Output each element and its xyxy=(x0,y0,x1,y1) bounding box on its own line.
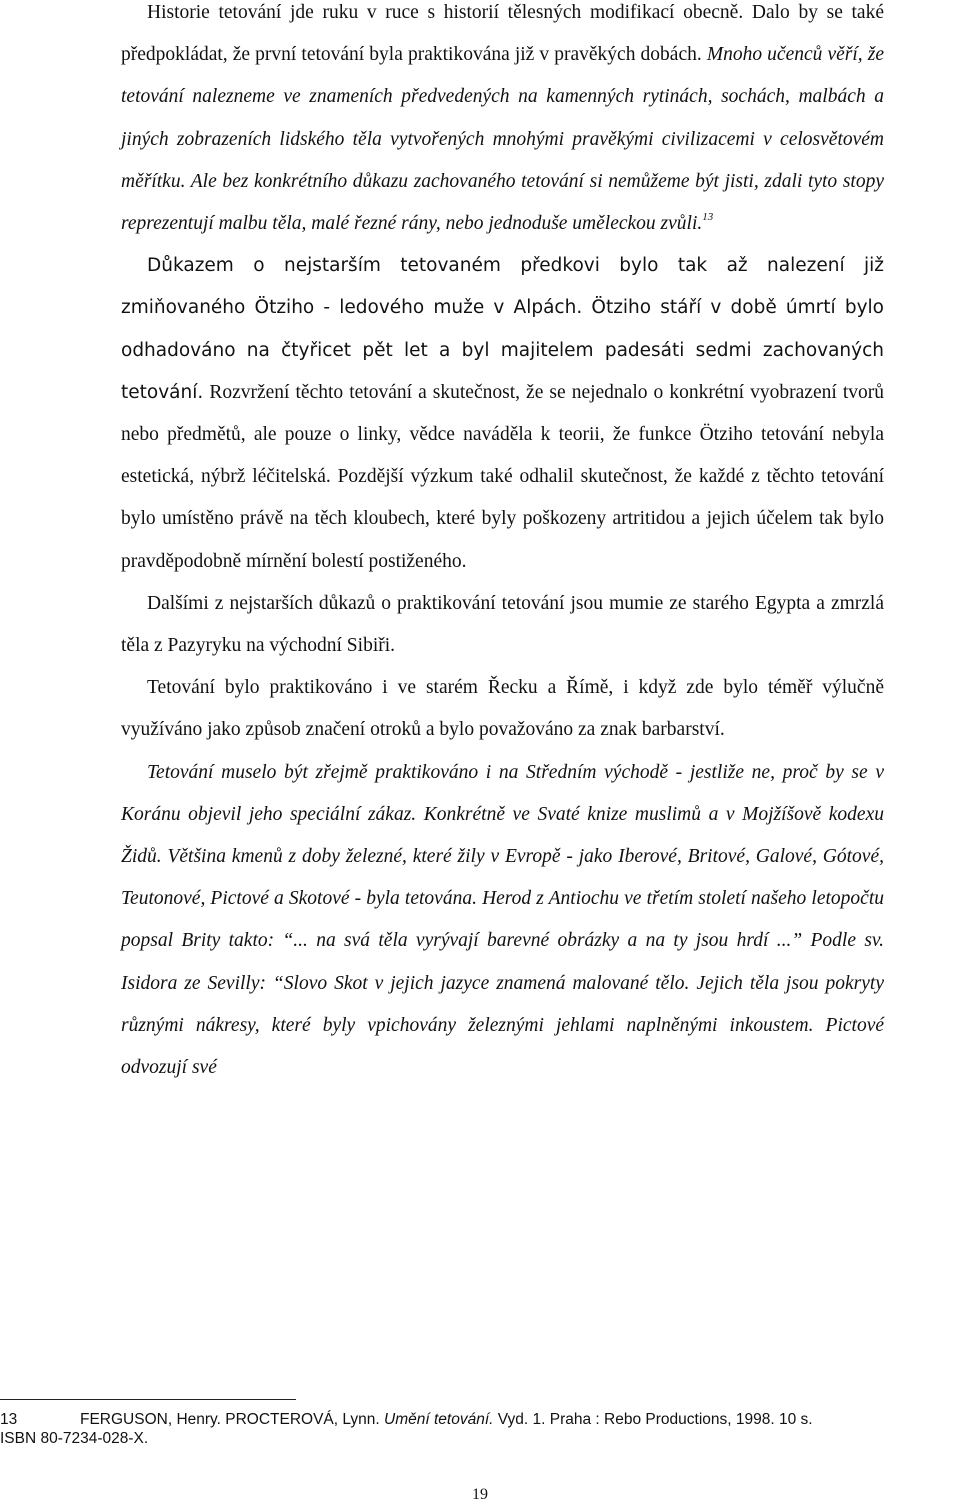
footnote-reference: 13 xyxy=(702,211,714,224)
footnote-text xyxy=(80,1410,813,1429)
paragraph-egypt: Dalšími z nejstarších důkazů o praktikování tetování jsou mumie ze starého Egypta a zmrzlá těla z Pazyryku na východní Sibiři. xyxy=(121,592,884,657)
footnote-isbn: ISBN 80-7234-028-X. xyxy=(0,1430,149,1447)
footnote-title: Umění tetování. xyxy=(384,1411,494,1428)
footnote-publication: Vyd. 1. Praha : Rebo Productions, 1998. 10 s. xyxy=(497,1411,813,1428)
footnote xyxy=(0,1410,960,1448)
body-text xyxy=(121,0,884,1089)
paragraph-greece-rome: Tetování bylo praktikováno i ve starém Řecku a Římě, i když zde bylo téměř výlučně využíváno jako způsob značení otroků a bylo považováno za znak barbarství. xyxy=(121,677,884,741)
footnote-line xyxy=(0,1410,960,1429)
paragraph-otzi-sans: Důkazem o nejstarším tetovaném předkovi bylo tak až nalezení již zmiňovaného Ötziho - ledového muže v Alpách. Ötziho stáří v době úmrtí bylo odhadováno na čtyřicet pět let a byl majitelem padesáti sedmi zachovaných tetování. xyxy=(121,255,884,403)
paragraph-otzi xyxy=(121,245,884,583)
footnote-number: 13 xyxy=(0,1411,18,1428)
paragraph-history-intro: Historie tetování jde ruku v ruce s historií tělesných modifikací obecně. Dalo by se také předpokládat, že první tetování byla praktikována již v pravěkých dobách. xyxy=(121,2,884,66)
footnote-separator xyxy=(0,1399,296,1400)
footnote-authors: FERGUSON, Henry. PROCTEROVÁ, Lynn. xyxy=(80,1411,380,1428)
paragraph-history xyxy=(121,0,884,245)
paragraph-middle-east: Tetování muselo být zřejmě praktikováno i na Středním východě - jestliže ne, proč by se v Koránu objevil jeho speciální zákaz. Konkrétně ve Svaté knize muslimů a v Mojžíšově kodexu Židů. Většina kmenů z doby železné, které žily v Evropě - jako Iberové, Britové, Galové, Gótové, Teutonové, Pictové a Skotové - byla tetována. Herod z Antiochu ve třetím století našeho letopočtu popsal Brity takto: “... na svá těla vyrývají barevné obrázky a na ty jsou hrdí ...” Podle sv. Isidora ze Sevilly: “Slovo Skot v jejich jazyce znamená malované tělo. Jejich těla jsou pokryty různými nákresy, které byly vpichovány železnými jehlami naplněnými inkoustem. Pictové odvozují své xyxy=(121,761,884,1079)
paragraph-history-italic: Mnoho učenců věří, že tetování nalezneme ve znameních předvedených na kamenných rytinách, sochách, malbách a jiných zobrazeních lidského těla vytvořených mnohými pravěkými civilizacemi v celosvětovém měřítku. Ale bez konkrétního důkazu zachovaného tetování si nemůžeme být jisti, zdali tyto stopy reprezentují malbu těla, malé řezné rány, nebo jednoduše uměleckou zvůli. xyxy=(121,44,884,235)
page-number: 19 xyxy=(472,1486,488,1503)
paragraph-otzi-serif: Rozvržení těchto tetování a skutečnost, že se nejednalo o konkrétní vyobrazení tvorů nebo předmětů, ale pouze o linky, vědce naváděla k teorii, že funkce Ötziho tetování nebyla estetická, nýbrž léčitelská. Pozdější výzkum také odhalil skutečnost, že každé z těchto tetování bylo umístěno právě na těch kloubech, které byly poškozeny artritidou a jejich účelem tak bylo pravděpodobně mírnění bolestí postiženého. xyxy=(121,381,884,572)
